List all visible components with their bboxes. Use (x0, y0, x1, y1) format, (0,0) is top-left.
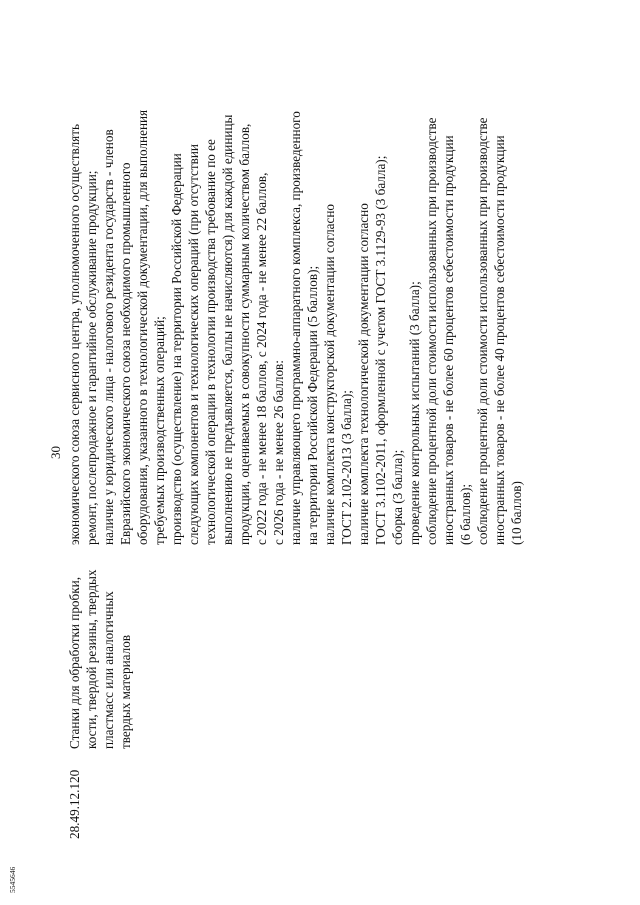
requirement-line: ГОСТ 3.1102-2011, оформленной с учетом ГОСТ 3.1129-93 (3 балла); (373, 155, 388, 545)
product-code: 28.49.12.120 (67, 769, 82, 839)
requirement-line: наличие комплекта конструкторской документации согласно (322, 203, 337, 545)
product-name-line: Станки для обработки пробки, (67, 577, 82, 749)
requirement-line: выполнению не предъявляется, баллы не начисляются) для каждой единицы (220, 114, 235, 545)
requirement-line: наличие комплекта технологической документации согласно (356, 203, 371, 545)
product-name-line: твердых материалов (118, 634, 133, 749)
document-id: 5545646 (8, 866, 17, 893)
page-number: 30 (48, 446, 63, 459)
requirement-line: соблюдение процентной доли стоимости использованных при производстве (475, 117, 490, 545)
requirement-line: оборудования, указанного в технологической документации, для выполнения (135, 109, 150, 545)
requirement-line: наличие у юридического лица - налогового резидента государств - членов (101, 129, 116, 545)
requirement-line: проведение контрольных испытаний (3 балла); (407, 281, 422, 545)
requirement-line: (10 баллов) (509, 481, 524, 545)
requirement-line: ГОСТ 2.102-2013 (3 балла); (339, 390, 354, 545)
requirement-line: требуемых производственных операций; (152, 316, 167, 545)
requirement-line: ремонт, послепродажное и гарантийное обслуживание продукции; (84, 170, 99, 545)
requirement-line: производство (осуществление) на территории Российской Федерации (169, 153, 184, 545)
requirement-line: с 2022 года - не менее 18 баллов, с 2024 года - не менее 22 баллов, (254, 172, 269, 545)
requirement-line: (6 баллов); (458, 484, 473, 545)
product-name-line: кости, твердой резины, твердых (84, 569, 99, 749)
requirement-line: технологической операции в технологии производства требование по ее (203, 139, 218, 545)
requirement-line: сборка (3 балла); (390, 449, 405, 545)
requirement-line: экономического союза сервисного центра, уполномоченного осуществлять (67, 123, 82, 545)
requirement-line: продукции, оцениваемых в совокупности суммарным количеством баллов, (237, 123, 252, 545)
requirement-line: наличие управляющего программно-аппаратного комплекса, произведенного (288, 111, 303, 545)
requirement-line: на территории Российской Федерации (5 баллов); (305, 265, 320, 545)
requirement-line: Евразийского экономического союза необходимого промышленного (118, 162, 133, 545)
requirements-text (66, 45, 525, 545)
requirement-line: с 2026 года - не менее 26 баллов: (271, 360, 286, 545)
requirement-line: следующих компонентов и технологических операций (при отсутствии (186, 144, 201, 545)
requirement-line: иностранных товаров - не более 60 процентов себестоимости продукции (441, 135, 456, 545)
product-name-line: пластмасс или аналогичных (101, 591, 116, 749)
product-name (66, 559, 134, 749)
requirement-line: соблюдение процентной доли стоимости использованных при производстве (424, 117, 439, 545)
requirement-line: иностранных товаров - не более 40 процентов себестоимости продукции (492, 135, 507, 545)
